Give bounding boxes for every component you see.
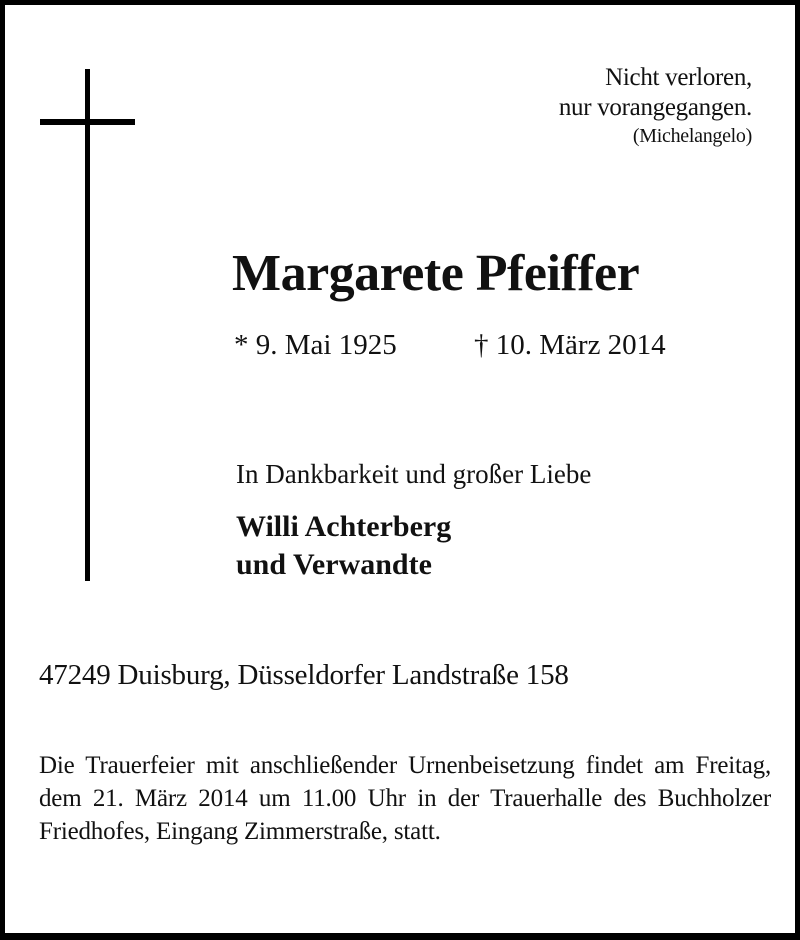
mourners-intro: In Dankbarkeit und großer Liebe	[236, 459, 592, 489]
life-dates	[234, 327, 666, 363]
cross-icon-horizontal	[40, 119, 135, 125]
quote-source: (Michelangelo)	[632, 125, 752, 147]
address: 47249 Duisburg, Düsseldorfer Landstraße 158	[39, 659, 569, 691]
ceremony-notice: Die Trauerfeier mit anschließender Urnenbeisetzung findet am Freitag, dem 21. März 2014 um 11.00 Uhr in der Trauerhalle des Buchholzer Friedhofes, Eingang Zimmerstraße, statt.	[39, 752, 771, 845]
quote-line-2: nur vorangegangen.	[558, 94, 752, 121]
birth-date: * 9. Mai 1925	[234, 329, 397, 361]
cross-icon-vertical	[85, 69, 90, 581]
death-date: † 10. März 2014	[474, 329, 666, 361]
quote-block	[559, 63, 752, 149]
mourner-name-1: Willi Achterberg	[236, 510, 452, 543]
quote-line-1: Nicht verloren,	[605, 64, 752, 91]
deceased-name: Margarete Pfeiffer	[232, 245, 640, 302]
mourners-names	[236, 508, 451, 584]
mourner-name-2: und Verwandte	[236, 548, 432, 581]
